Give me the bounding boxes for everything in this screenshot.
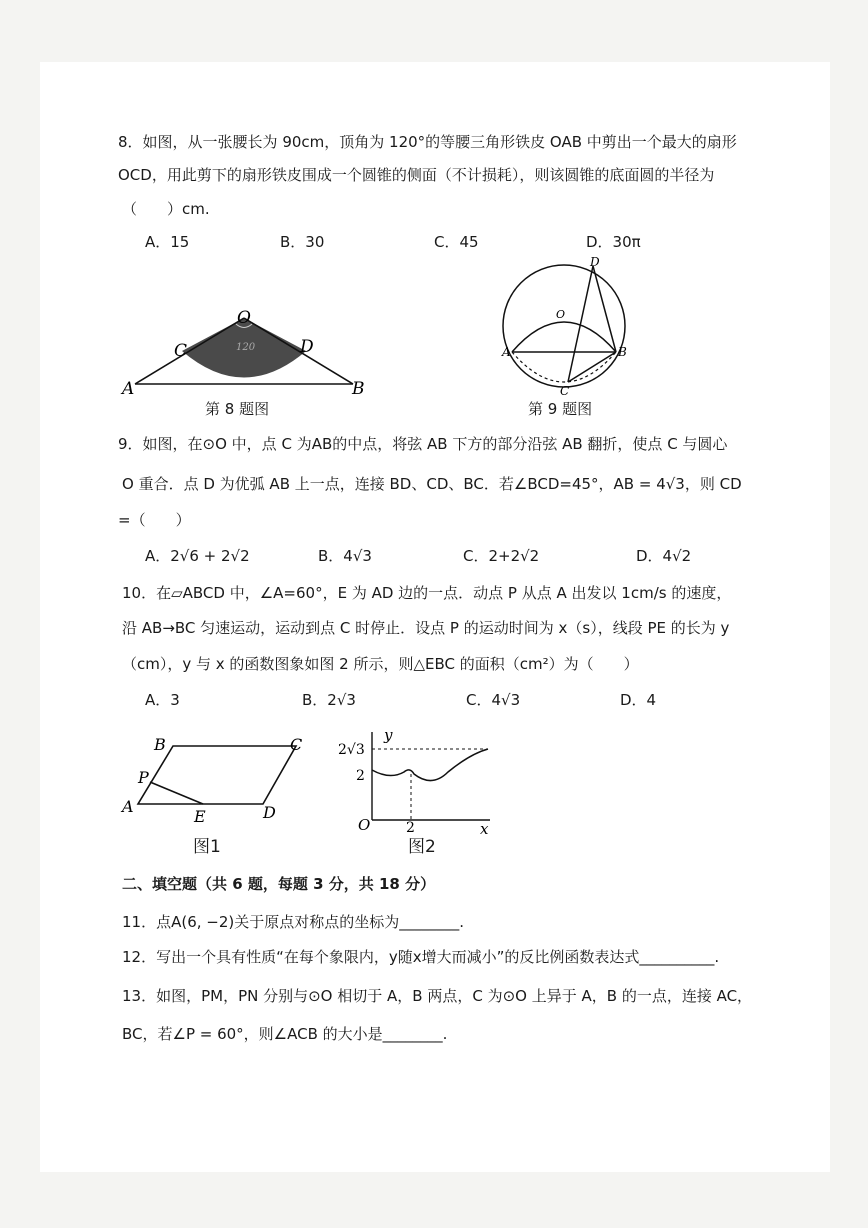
label-d: D bbox=[300, 337, 314, 357]
label-o: O bbox=[237, 308, 251, 328]
label-angle: 120 bbox=[236, 342, 256, 353]
segment-cd bbox=[568, 266, 593, 382]
q10-line2: 沿 AB→BC 匀速运动，运动到点 C 时停止．设点 P 的运动时间为 x（s），线段 PE 的长为 y bbox=[122, 619, 730, 637]
q8-option-d: D．30π bbox=[586, 233, 641, 251]
label-d: D bbox=[590, 255, 600, 269]
label-b: B bbox=[352, 379, 365, 399]
circle-o bbox=[503, 265, 625, 387]
q11-text: 11．点A(6, −2)关于原点对称点的坐标为________. bbox=[122, 913, 465, 931]
q10-fig1-caption: 图1 bbox=[193, 837, 221, 857]
label-origin: O bbox=[358, 816, 371, 834]
label-a: A bbox=[122, 797, 134, 816]
q8-line3: （ ）cm. bbox=[122, 200, 210, 218]
label-b: B bbox=[154, 735, 166, 754]
xtick-2: 2 bbox=[406, 820, 415, 834]
q10-line3: （cm），y 与 x 的函数图象如图 2 所示，则△EBC 的面积（cm²）为（ ） bbox=[122, 655, 639, 673]
label-c: C bbox=[290, 735, 303, 754]
label-x: x bbox=[480, 820, 489, 834]
q9-caption: 第 9 题图 bbox=[528, 400, 593, 418]
q8-caption: 第 8 题图 bbox=[205, 400, 270, 418]
q8-line2: OCD，用此剪下的扇形铁皮围成一个圆锥的侧面（不计损耗），则该圆锥的底面圆的半径为 bbox=[118, 166, 715, 184]
ytick-2: 2 bbox=[356, 768, 365, 784]
q10-option-d: D．4 bbox=[620, 691, 657, 709]
segment-pe bbox=[150, 782, 203, 804]
q10-option-a: A．3 bbox=[145, 691, 180, 709]
label-a: A bbox=[502, 345, 511, 359]
q9-line2: O 重合．点 D 为优弧 AB 上一点，连接 BD、CD、BC．若∠BCD=45°，AB = 4√3，则 CD bbox=[122, 475, 742, 493]
q10-figure-2 bbox=[330, 724, 505, 834]
q9-option-a: A．2√6 + 2√2 bbox=[145, 547, 250, 565]
q10-option-c: C．4√3 bbox=[466, 691, 521, 709]
q9-figure bbox=[496, 252, 646, 400]
q9-option-b: B．4√3 bbox=[318, 547, 372, 565]
q9-option-d: D．4√2 bbox=[636, 547, 692, 565]
q10-option-b: B．2√3 bbox=[302, 691, 356, 709]
q8-option-c: C．45 bbox=[434, 233, 479, 251]
q9-line1: 9．如图，在⊙O 中，点 C 为AB的中点，将弦 AB 下方的部分沿弦 AB 翻折，使点 C 与圆心 bbox=[118, 435, 728, 453]
label-e: E bbox=[194, 807, 206, 826]
ytick-top: 2√3 bbox=[338, 742, 365, 758]
q10-figure-1 bbox=[118, 730, 318, 830]
q8-line1: 8．如图，从一张腰长为 90cm，顶角为 120°的等腰三角形铁皮 OAB 中剪出一个最大的扇形 bbox=[118, 133, 737, 151]
label-b: B bbox=[618, 345, 627, 359]
q10-fig2-caption: 图2 bbox=[408, 837, 436, 857]
label-a: A bbox=[122, 379, 135, 399]
q10-line1: 10．在▱ABCD 中，∠A=60°，E 为 AD 边的一点．动点 P 从点 A 出发以 1cm/s 的速度， bbox=[122, 584, 732, 602]
q12-text: 12．写出一个具有性质“在每个象限内，y随x增大而减小”的反比例函数表达式__________. bbox=[122, 948, 720, 966]
parallelogram-abcd bbox=[138, 746, 296, 804]
label-p: P bbox=[138, 768, 149, 787]
label-c: C bbox=[560, 384, 570, 398]
section-2-title: 二、填空题（共 6 题，每题 3 分，共 18 分） bbox=[122, 875, 436, 893]
label-y: y bbox=[384, 726, 393, 744]
q9-option-c: C．2+2√2 bbox=[463, 547, 540, 565]
q8-figure bbox=[110, 298, 380, 408]
q13-line1: 13．如图，PM，PN 分别与⊙O 相切于 A，B 两点，C 为⊙O 上异于 A，B 的一点，连接 AC， bbox=[122, 987, 753, 1005]
original-arc bbox=[512, 352, 616, 382]
label-c: C bbox=[174, 341, 188, 361]
segment-bd bbox=[593, 266, 616, 352]
function-curve bbox=[372, 749, 488, 781]
label-d: D bbox=[263, 803, 276, 822]
q8-option-a: A．15 bbox=[145, 233, 190, 251]
label-o: O bbox=[556, 308, 566, 321]
q8-option-b: B．30 bbox=[280, 233, 325, 251]
q13-line2: BC，若∠P = 60°，则∠ACB 的大小是________. bbox=[122, 1025, 448, 1043]
folded-arc bbox=[512, 322, 616, 352]
q9-line3: =（ ） bbox=[118, 511, 191, 529]
